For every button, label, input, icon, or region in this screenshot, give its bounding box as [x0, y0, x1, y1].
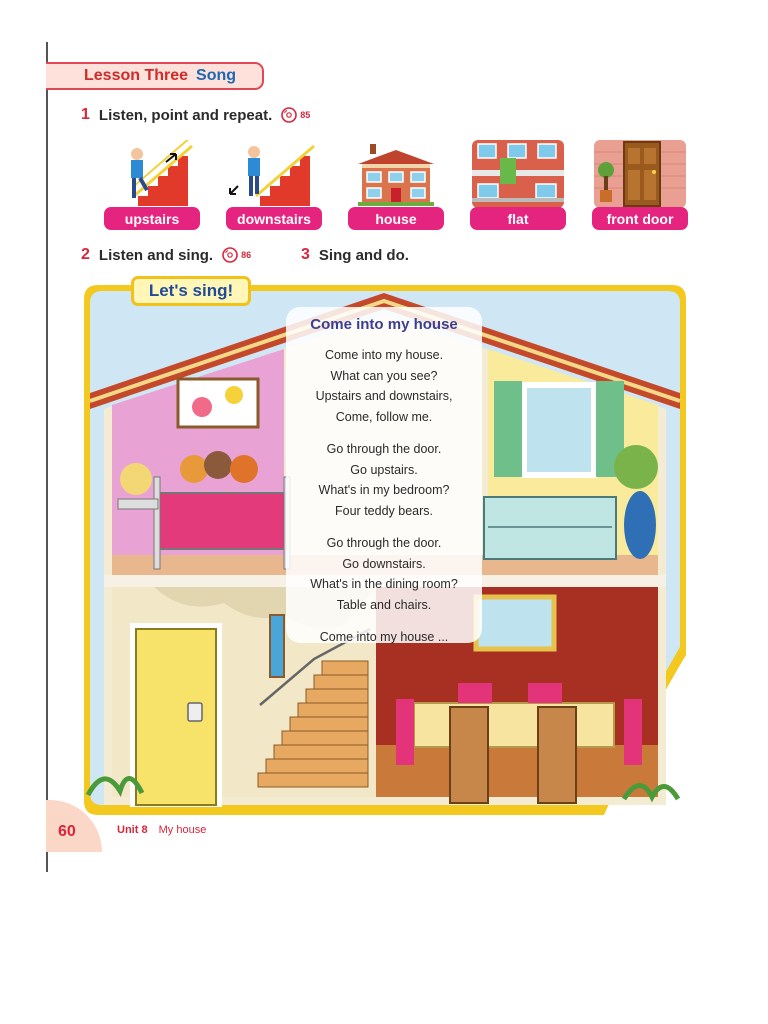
lyric-line: Come into my house.: [324, 348, 444, 362]
song-lyrics-panel: [286, 307, 482, 643]
lyric-line: What's in the dining room?: [310, 577, 458, 591]
exercise-number: 2: [81, 246, 90, 263]
downstairs-icon: [226, 140, 322, 208]
exercise-instruction: Sing and do.: [318, 246, 409, 264]
vocab-label: front door: [592, 207, 688, 230]
lyric-line: Go through the door.: [326, 442, 442, 456]
lyric-line: Go upstairs.: [350, 462, 418, 477]
lyric-line: Table and chairs.: [336, 597, 432, 612]
song-stanza-4: [286, 627, 482, 648]
exercise-instruction: Listen and sing.: [98, 246, 214, 264]
vocab-card-house[interactable]: [348, 140, 444, 232]
song-stanza-2: [286, 439, 482, 521]
vocab-card-upstairs[interactable]: [104, 140, 200, 232]
exercise-3: [301, 246, 409, 264]
track-number: 86: [241, 250, 252, 260]
exercise-instruction: Listen, point and repeat.: [98, 106, 273, 124]
lyric-line: Go through the door.: [326, 536, 442, 550]
unit-title: My house: [158, 824, 207, 836]
vocab-label: flat: [470, 207, 566, 230]
exercise-2: [81, 246, 251, 264]
vocab-label: upstairs: [104, 207, 200, 230]
vocab-card-downstairs[interactable]: [226, 140, 322, 232]
song-stanza-3: [286, 533, 482, 615]
audio-track[interactable]: [222, 247, 251, 263]
lyric-line: Come into my house ...: [319, 630, 449, 644]
track-number: 85: [300, 110, 311, 120]
page-number: 60: [46, 800, 102, 852]
lyric-line: Come, follow me.: [335, 409, 433, 424]
lyric-line: Four teddy bears.: [335, 503, 433, 518]
exercise-1: [81, 106, 310, 124]
exercise-number: 1: [81, 106, 90, 123]
song-title: Come into my house: [310, 316, 458, 333]
flat-icon: [470, 140, 566, 208]
vocab-label: downstairs: [226, 207, 322, 230]
lyric-line: Upstairs and downstairs,: [315, 389, 453, 403]
margin-rule: [46, 42, 48, 872]
lyric-line: Go downstairs.: [342, 556, 426, 571]
lyric-line: What's in my bedroom?: [318, 483, 450, 497]
vocab-card-front-door[interactable]: [592, 140, 688, 232]
cd-icon: [222, 247, 238, 263]
lets-sing-badge: Let's sing!: [131, 276, 251, 306]
song-stanza-1: [286, 345, 482, 427]
front-door-icon: [592, 140, 688, 208]
cd-icon: [281, 107, 297, 123]
exercise-number: 3: [301, 246, 310, 263]
unit-number: Unit 8: [117, 824, 148, 836]
audio-track[interactable]: [281, 107, 310, 123]
lesson-header: [46, 62, 264, 90]
lesson-title: Lesson Three: [84, 67, 189, 84]
lyric-line: What can you see?: [330, 368, 438, 383]
house-icon: [348, 140, 444, 208]
lesson-section: Song: [196, 67, 237, 84]
vocab-label: house: [348, 207, 444, 230]
upstairs-icon: [104, 140, 200, 208]
vocab-card-flat[interactable]: [470, 140, 566, 232]
unit-label: [117, 824, 206, 836]
